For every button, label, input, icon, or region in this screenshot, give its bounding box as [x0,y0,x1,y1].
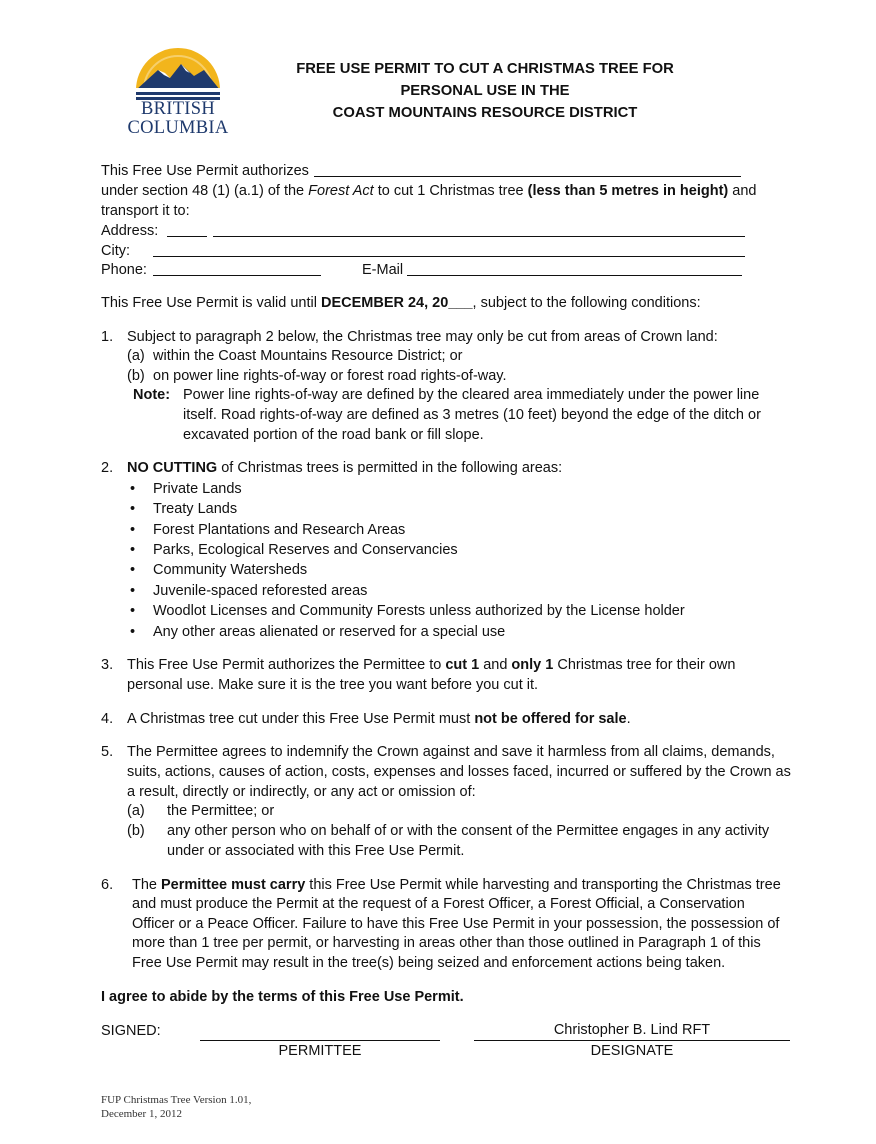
transport-line: transport it to: [101,203,190,219]
section-text-3: and [728,183,757,199]
list-item: Community Watersheds [153,562,308,578]
condition-1-text: Subject to paragraph 2 below, the Christmas tree may only be cut from areas of Crown land: [127,329,718,345]
condition-5b-text-2: under or associated with this Free Use Permit. [167,843,465,859]
must-carry-text: Permittee must carry [161,877,306,893]
validity-year-blank[interactable]: ___ [448,295,473,311]
condition-6-line-5: Free Use Permit may result in the tree(s) being seized and enforcement actions being taken. [132,955,726,971]
condition-4-part-a: A Christmas tree cut under this Free Use Permit must [127,711,475,727]
logo-line-2: COLUMBIA [127,118,229,138]
condition-5-number: 5. [101,744,114,760]
height-limit-text: (less than 5 metres in height) [527,183,729,199]
agreement-statement: I agree to abide by the terms of this Free Use Permit. [101,989,464,1005]
condition-1a-label: (a) [127,348,145,364]
list-item: Forest Plantations and Research Areas [153,522,406,538]
condition-1b-label: (b) [127,368,145,384]
forest-act-text: Forest Act [308,183,374,199]
phone-field[interactable] [153,275,321,276]
not-for-sale-text: not be offered for sale [474,711,627,727]
logo-line-1: BRITISH [140,99,216,119]
condition-5-line-2: suits, actions, causes of action, costs, expenses and losses faced, incurred or suffered by the Crown as [127,764,791,780]
validity-line [101,293,701,313]
section-text: under section 48 (1) (a.1) of the [101,183,309,199]
condition-6-line-3: Officer or a Peace Officer. Failure to have this Free Use Permit in your possession, the possession of [132,916,780,932]
footer-line-1: FUP Christmas Tree Version 1.01, [101,1094,252,1106]
validity-text: This Free Use Permit is valid until [101,295,321,311]
condition-4-period: . [626,711,631,727]
section-text-2: to cut 1 Christmas tree [373,183,528,199]
condition-4-number: 4. [101,711,114,727]
condition-6-part-b: this Free Use Permit while harvesting and transporting the Christmas tree [305,877,781,893]
condition-1-number: 1. [101,329,114,345]
bullet-icon: • [130,603,136,619]
email-label: E-Mail [362,262,404,278]
bullet-icon: • [130,542,136,558]
condition-2-text [127,458,562,478]
section-line [101,181,757,201]
note-line-3: excavated portion of the road bank or fill slope. [183,427,484,443]
phone-label: Phone: [101,262,147,278]
footer-line-2: December 1, 2012 [101,1108,182,1120]
email-field[interactable] [407,275,742,276]
city-field[interactable] [153,256,745,257]
condition-5-line-1: The Permittee agrees to indemnify the Crown against and save it harmless from all claims, demands, [127,744,775,760]
permittee-name-field[interactable] [314,176,741,177]
list-item: Juvenile-spaced reforested areas [153,583,368,599]
title-line-1: FREE USE PERMIT TO CUT A CHRISTMAS TREE FOR [296,61,674,77]
version-footer [101,1093,251,1121]
condition-1b-text: on power line rights-of-way or forest road rights-of-way. [153,368,507,384]
designate-name: Christopher B. Lind RFT [553,1022,711,1038]
no-cutting-text: NO CUTTING [127,460,218,476]
condition-3-line-2: personal use. Make sure it is the tree you want before you cut it. [127,677,539,693]
condition-2-rest: of Christmas trees is permitted in the following areas: [217,460,563,476]
address-label: Address: [101,223,159,239]
bullet-icon: • [130,583,136,599]
only-one-text: only 1 [511,657,554,673]
address-field[interactable] [213,236,745,237]
address-field-short[interactable] [167,236,207,237]
list-item: Woodlot Licenses and Community Forests unless authorized by the License holder [153,603,685,619]
condition-3-part-c: and [479,657,512,673]
condition-3-text [127,655,735,675]
bullet-icon: • [130,481,136,497]
condition-3-number: 3. [101,657,114,673]
permittee-label: PERMITTEE [278,1043,362,1059]
bullet-icon: • [130,522,136,538]
condition-6-line-2: and must produce the Permit at the request of a Forest Officer, a Forest Official, a Conservation [132,896,745,912]
note-line-1: Power line rights-of-way are defined by the cleared area immediately under the power line [183,387,760,403]
list-item: Treaty Lands [153,501,238,517]
bullet-icon: • [130,501,136,517]
condition-3-part-a: This Free Use Permit authorizes the Permittee to [127,657,446,673]
condition-1a-text: within the Coast Mountains Resource District; or [153,348,463,364]
title-line-2: PERSONAL USE IN THE [400,83,570,99]
page-title [230,58,740,124]
bullet-icon: • [130,562,136,578]
condition-5b-text-1: any other person who on behalf of or with the consent of the Permittee engages in any activity [167,823,770,839]
condition-5a-label: (a) [127,803,145,819]
list-item: Parks, Ecological Reserves and Conservancies [153,542,458,558]
condition-6-part-a: The [132,877,162,893]
authorizes-line [101,161,309,181]
validity-text-2: , subject to the following conditions: [472,295,701,311]
condition-6-line-1 [132,875,781,895]
title-line-3: COAST MOUNTAINS RESOURCE DISTRICT [332,105,638,121]
condition-6-number: 6. [101,877,114,893]
condition-5a-text: the Permittee; or [167,803,275,819]
condition-6-line-4: more than 1 tree per permit, or harvesting in areas other than those outlined in Paragraph 1 of this [132,935,761,951]
condition-5b-label: (b) [127,823,145,839]
note-line-2: itself. Road rights-of-way are defined as 3 metres (10 feet) beyond the edge of the ditch or [183,407,761,423]
condition-4-text [127,709,631,729]
validity-date: DECEMBER 24, 20 [320,295,449,311]
signed-label: SIGNED: [101,1023,161,1039]
condition-5-line-3: a result, directly or indirectly, or any act or omission of: [127,784,476,800]
condition-2-number: 2. [101,460,114,476]
authorizes-label: This Free Use Permit authorizes [101,163,309,179]
list-item: Any other areas alienated or reserved for a special use [153,624,506,640]
bc-logo [118,40,238,140]
city-label: City: [101,243,130,259]
list-item: Private Lands [153,481,242,497]
bullet-icon: • [130,624,136,640]
bc-sun-mountain-emblem [118,40,238,102]
designate-label: DESIGNATE [590,1043,674,1059]
condition-3-part-d: Christmas tree for their own [553,657,736,673]
cut-one-text: cut 1 [445,657,480,673]
note-label: Note: [133,387,171,403]
